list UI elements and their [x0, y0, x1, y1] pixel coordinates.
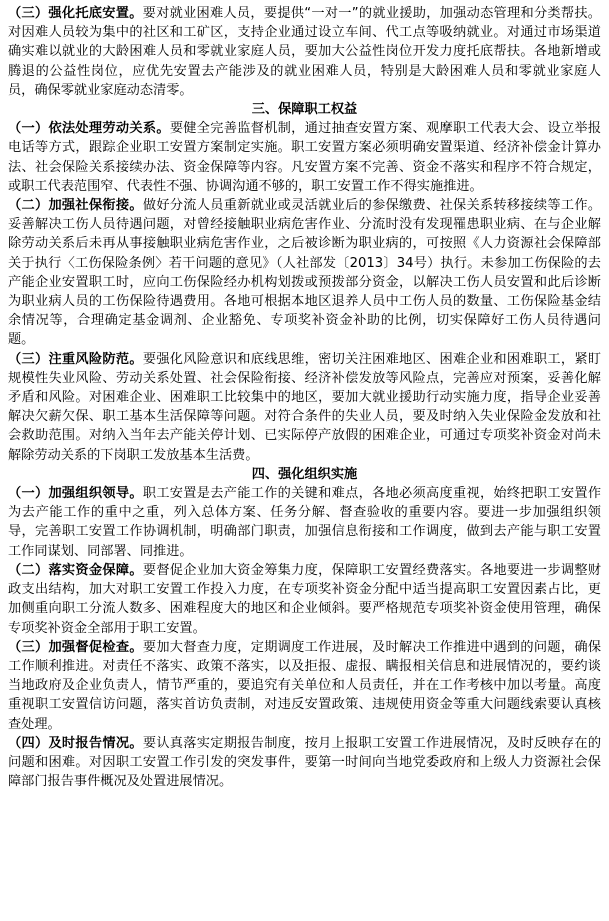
paragraph-funds — [8, 561, 601, 638]
paragraph-lead-in: （三）注重风险防范。 — [8, 351, 143, 367]
paragraph-lead-in: （三）强化托底安置。 — [8, 6, 143, 21]
paragraph-text: 要对就业困难人员，要提供“一对一”的就业援助，加强动态管理和分类帮扶。对因难人员较为集中的社区和工矿区，支持企业通过设立车间、代工点等吸纳就业。对通过市场渠道确实难以就业的大龄困难人员和零就业家庭人员，要加大公益性岗位开发力度托底帮扶。各地新增或腾退的公益性岗位，应优先安置去产能涉及的就业困难人员，特别是大龄困难人员和零就业家庭人员，确保零就业家庭动态清零。 — [8, 6, 601, 98]
section-heading-3: 三、保障职工权益 — [251, 102, 358, 118]
paragraph-lead-in: （二）加强社保衔接。 — [8, 198, 143, 214]
paragraph-reporting — [8, 734, 601, 792]
paragraph-lead-in: （二）落实资金保障。 — [8, 562, 143, 578]
paragraph-text: 要加大督查力度，定期调度工作进展，及时解决工作推进中遇到的问题，确保工作顺利推进。对责任不落实、政策不落实，以及拒报、虚报、瞒报相关信息和进展情况的，要约谈当地政府及企业负责人，情节严重的，要追究有关单位和人员责任，并在工作考核中加以考量。高度重视职工安置信访问题，落实首访负责制，对违反安置政策、违规使用资金等重大问题线索要认真核查处理。 — [8, 639, 602, 732]
paragraph-text: 要督促企业加大资金筹集力度，保障职工安置经费落实。各地要进一步调整财政支出结构，加大对职工安置工作投入力度，在专项奖补资金分配中适当提高职工安置因素占比，更加侧重向职工分流人数多、困难程度大的地区和企业倾斜。要严格规范专项奖补资金使用管理，确保专项奖补资金全部用于职工安置。 — [8, 562, 602, 636]
paragraph-lead-in: （三）加强督促检查。 — [8, 639, 143, 655]
paragraph-lead-in: （一）依法处理劳动关系。 — [8, 121, 170, 137]
paragraph-text: 要强化风险意识和底线思维，密切关注困难地区、困难企业和困难职工，紧盯规模性失业风险、劳动关系处置、社会保险衔接、经济补偿发放等风险点，完善应对预案，妥善化解矛盾和风险。对困难企业、困难职工比较集中的地区，要加大就业援助行动实施力度，指导企业妥善解决欠薪欠保、职工基本生活保障等问题。对符合条件的失业人员，要及时纳入失业保险金发放和社会救助范围。对纳入当年去产能关停计划、已实际停产放假的困难企业，可通过专项奖补资金对尚未解除劳动关系的下岗职工发放基本生活费。 — [8, 351, 602, 463]
paragraph-risk-prevention — [8, 350, 601, 465]
paragraph-lead-in: （四）及时报告情况。 — [8, 735, 143, 751]
section-heading-4: 四、强化组织实施 — [251, 466, 358, 482]
paragraph-strengthen-support — [8, 4, 601, 100]
paragraph-labor-relations — [8, 119, 601, 196]
paragraph-text: 要认真落实定期报告制度，按月上报职工安置工作进展情况，及时反映存在的问题和困难。对因职工安置工作引发的突发事件，要第一时间向当地党委政府和上级人力资源社会保障部门报告事件概况及处置进展情况。 — [8, 735, 602, 790]
paragraph-organization — [8, 484, 601, 561]
paragraph-text: 要健全完善监督机制，通过抽查安置方案、观摩职工代表大会、设立举报电话等方式，跟踪企业职工安置方案制定实施。职工安置方案必须明确安置渠道、经济补偿金计算办法、社会保险关系接续办法、资金保障等内容。凡安置方案不完善、资金不落实和程序不符合规定，或职工代表范围窄、代表性不强、协调沟通不够的，职工安置工作不得实施推进。 — [8, 121, 602, 194]
paragraph-lead-in: （一）加强组织领导。 — [8, 486, 143, 502]
paragraph-inspection — [8, 638, 601, 734]
paragraph-text: 做好分流人员重新就业或灵活就业后的参保缴费、社保关系转移接续等工作。妥善解决工伤人员待遇问题，对曾经接触职业病危害作业、分流时没有发现罹患职业病、在与企业解除劳动关系后未再从事接触职业病危害作业，之后被诊断为职业病的，可按照《人力资源社会保障部关于执行〈工伤保险条例〉若干问题的意见》（人社部发〔2013〕34号）执行。未参加工伤保险的去产能企业安置职工时，应向工伤保险经办机构划拨或预拨部分资金，以解决工伤人员安置和此后诊断为职业病人员的工伤保险待遇费用。各地可根据本地区退养人员中工伤人员的数量、工伤保险基金结余情况等，合理确定基金调剂、企业豁免、专项奖补资金补助的比例，切实保障好工伤人员待遇问题。 — [8, 198, 602, 348]
paragraph-text: 职工安置是去产能工作的关键和难点，各地必须高度重视，始终把职工安置作为去产能工作的重中之重，列入总体方案、任务分解、督查验收的重要内容。要进一步加强组织领导，完善职工安置工作协调机制，明确部门职责，加强信息衔接和工作调度，做到去产能与职工安置工作同谋划、同部署、同推进。 — [8, 486, 602, 559]
paragraph-social-insurance — [8, 196, 601, 350]
